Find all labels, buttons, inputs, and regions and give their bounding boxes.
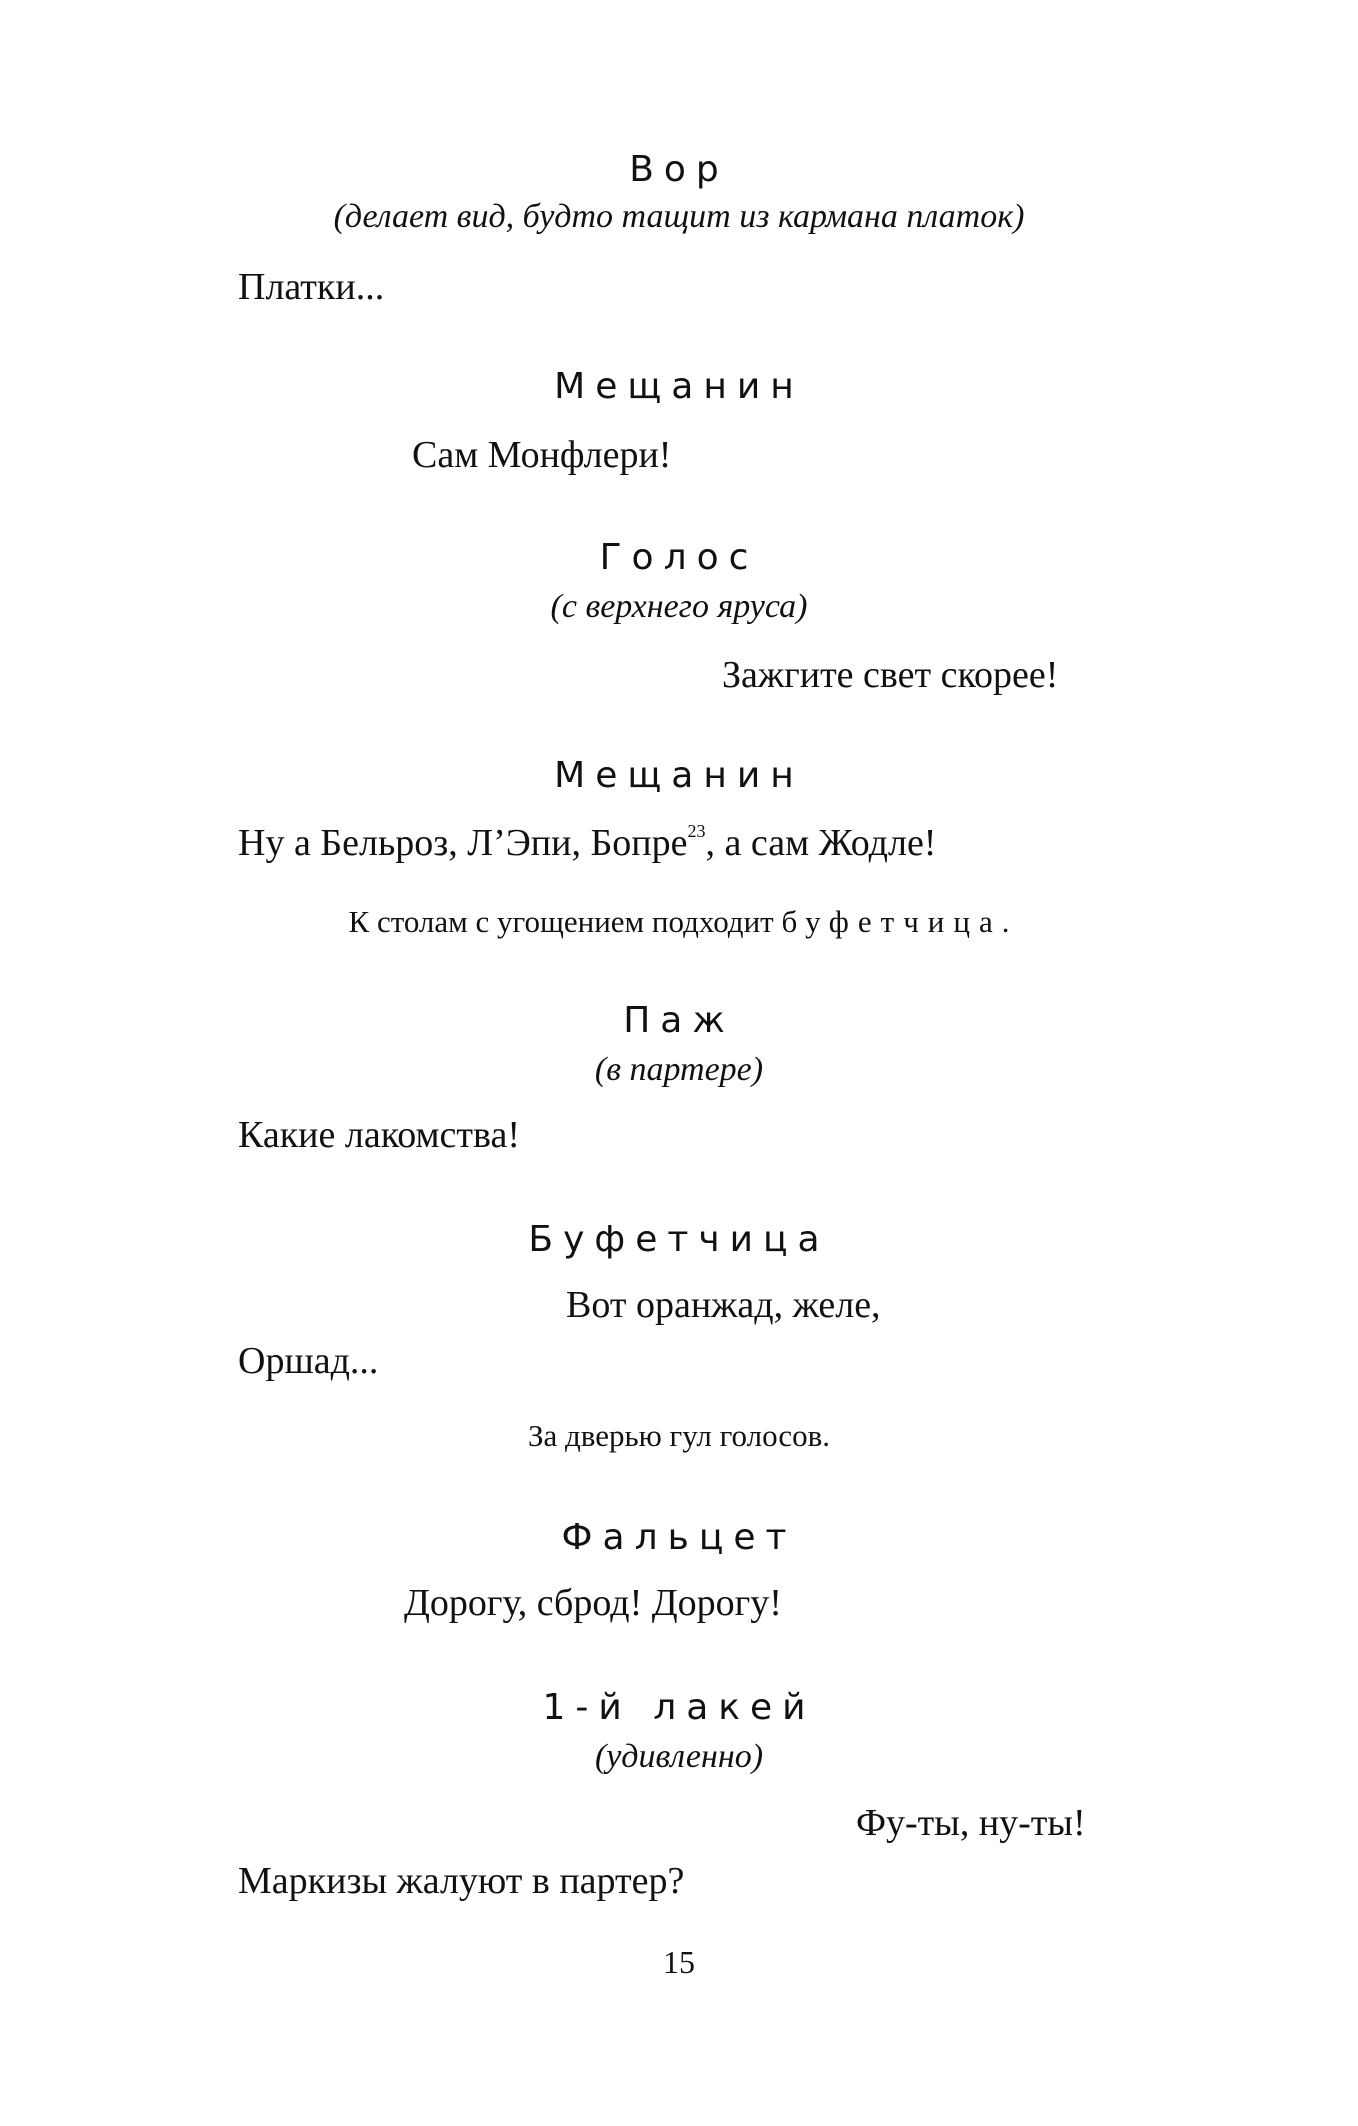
speaker-vor: Вор — [629, 149, 729, 190]
line-bufetchitsa-1: Вот оранжад, желе, — [566, 1284, 881, 1326]
line-pazh: Какие лакомства! — [238, 1114, 520, 1156]
stage-direction-vor: (делает вид, будто тащит из кармана платок) — [333, 198, 1025, 235]
line-lakei-2: Маркизы жалуют в партер? — [238, 1860, 685, 1902]
direction-text: К столам с угощением подходит — [348, 904, 782, 939]
footnote-marker[interactable]: 23 — [687, 821, 706, 841]
line-faltset: Дорогу, сброд! Дорогу! — [404, 1582, 782, 1624]
stage-direction-pazh: (в партере) — [594, 1051, 764, 1088]
line-meshchanin-1: Сам Монфлери! — [412, 434, 672, 476]
line-meshchanin-2-part1: Ну а Бельроз, Л’Эпи, Бопре — [238, 822, 688, 864]
stage-direction-lakei: (удивленно) — [594, 1738, 764, 1775]
speaker-lakei: 1-й лакей — [542, 1687, 816, 1728]
line-vor: Платки... — [238, 266, 385, 308]
speaker-faltset: Фальцет — [561, 1517, 797, 1558]
stage-direction-buffet — [0, 906, 1358, 937]
line-meshchanin-2 — [238, 821, 937, 864]
direction-emphasis: буфетчица — [781, 904, 1002, 939]
line-meshchanin-2-part2: , а сам Жодле! — [705, 822, 937, 864]
speaker-meshchanin-1: Мещанин — [554, 366, 804, 407]
line-golos: Зажгите свет скорее! — [722, 654, 1059, 696]
direction-end: . — [1001, 904, 1010, 939]
line-bufetchitsa-2: Оршад... — [238, 1340, 379, 1382]
page-number: 15 — [663, 1944, 695, 1980]
line-lakei-1: Фу-ты, ну-ты! — [856, 1802, 1086, 1844]
speaker-meshchanin-2: Мещанин — [554, 755, 804, 796]
speaker-bufetchitsa: Буфетчица — [528, 1219, 830, 1260]
speaker-golos: Голос — [599, 537, 759, 578]
speaker-pazh: Паж — [623, 1000, 735, 1041]
stage-direction-golos: (с верхнего яруса) — [550, 588, 808, 625]
stage-direction-voices: За дверью гул голосов. — [527, 1418, 831, 1453]
